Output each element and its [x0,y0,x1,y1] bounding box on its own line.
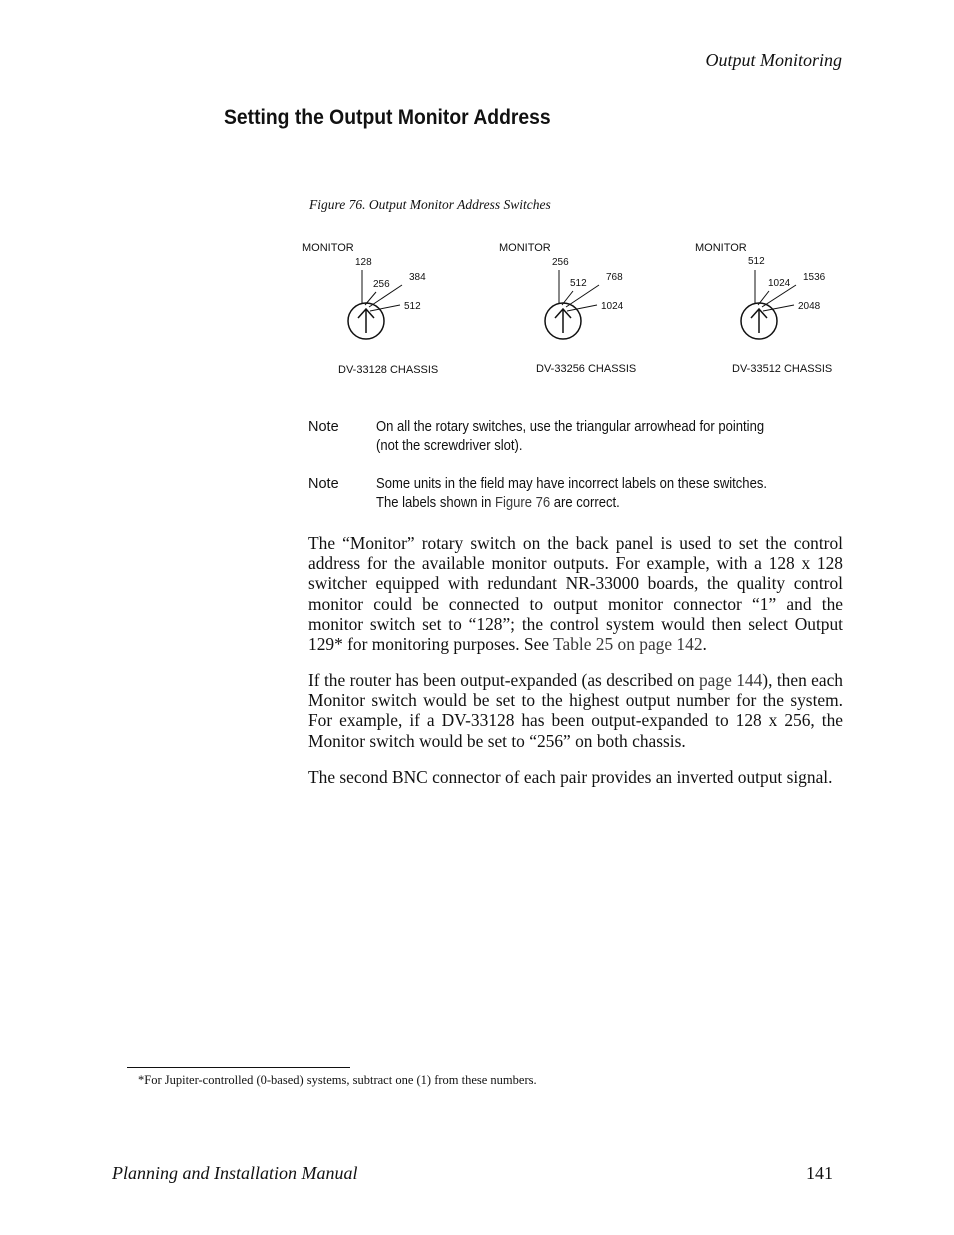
rotary-switch-1 [302,242,438,376]
body-paragraph-3: The second BNC connector of each pair provides an inverted output signal. [308,767,833,787]
switch-position-label: 256 [373,279,390,290]
footer-manual-title: Planning and Installation Manual [112,1163,358,1183]
rotary-switch-figure [290,230,870,390]
switch-top-label: MONITOR [499,242,551,254]
page-144-link[interactable]: page 144 [698,670,763,690]
figure-caption: Figure 76. Output Monitor Address Switches [309,197,551,212]
footer-page-number: 141 [806,1163,833,1183]
switch-position-label: 1024 [768,278,791,289]
chassis-label: DV-33256 CHASSIS [536,363,637,375]
note-2 [308,475,848,513]
switch-position-label: 128 [355,257,372,268]
rotary-switch-3 [695,242,832,375]
switch-top-label: MONITOR [302,242,354,254]
switch-position-label: 1536 [803,272,826,283]
switch-top-label: MONITOR [695,242,747,254]
switch-position-label: 512 [570,278,587,289]
note-text: On all the rotary switches, use the triangular arrowhead for pointing (not the screwdriver slot). [376,419,765,454]
table-25-link[interactable]: Table 25 on page 142 [553,634,703,655]
figure-76-link[interactable]: Figure 76 [494,495,551,511]
switch-position-label: 384 [409,272,426,283]
note-text: Some units in the field may have incorrect labels on these switches. The labels shown in Figure 76 are correct. [376,476,767,511]
note-label: Note [308,419,339,435]
rotary-switch-2 [499,242,636,375]
body-paragraph-1: The “Monitor” rotary switch on the back panel is used to set the control address for the available monitor outputs. For example, with a 128 x 128 switcher equipped with redundant NR-33000 boards, the quality control monitor could be connected to output monitor connector “1” and the monitor switch set to “128”; the control system would then select Output 129* for monitoring purposes. See Table 25 on page 142. [308,533,843,655]
switch-position-label: 512 [748,256,765,267]
chassis-label: DV-33128 CHASSIS [338,364,439,376]
note-label: Note [308,476,339,492]
chassis-label: DV-33512 CHASSIS [732,363,833,375]
footnote: *For Jupiter-controlled (0-based) systems, subtract one (1) from these numbers. [138,1073,537,1087]
switch-position-label: 1024 [601,301,624,312]
note-1 [308,418,848,456]
footnote-divider [127,1067,350,1068]
running-header: Output Monitoring [705,50,842,70]
switch-position-label: 768 [606,272,623,283]
switch-position-label: 512 [404,301,421,312]
section-title: Setting the Output Monitor Address [224,106,551,129]
switch-position-label: 2048 [798,301,821,312]
body-paragraph-2: If the router has been output-expanded (as described on page 144), then each Monitor switch would be set to the highest output number for the system. For example, if a DV-33128 has been output-expanded to 128 x 256, the Monitor switch would be set to “256” on both chassis. [308,670,843,751]
switch-position-label: 256 [552,257,569,268]
